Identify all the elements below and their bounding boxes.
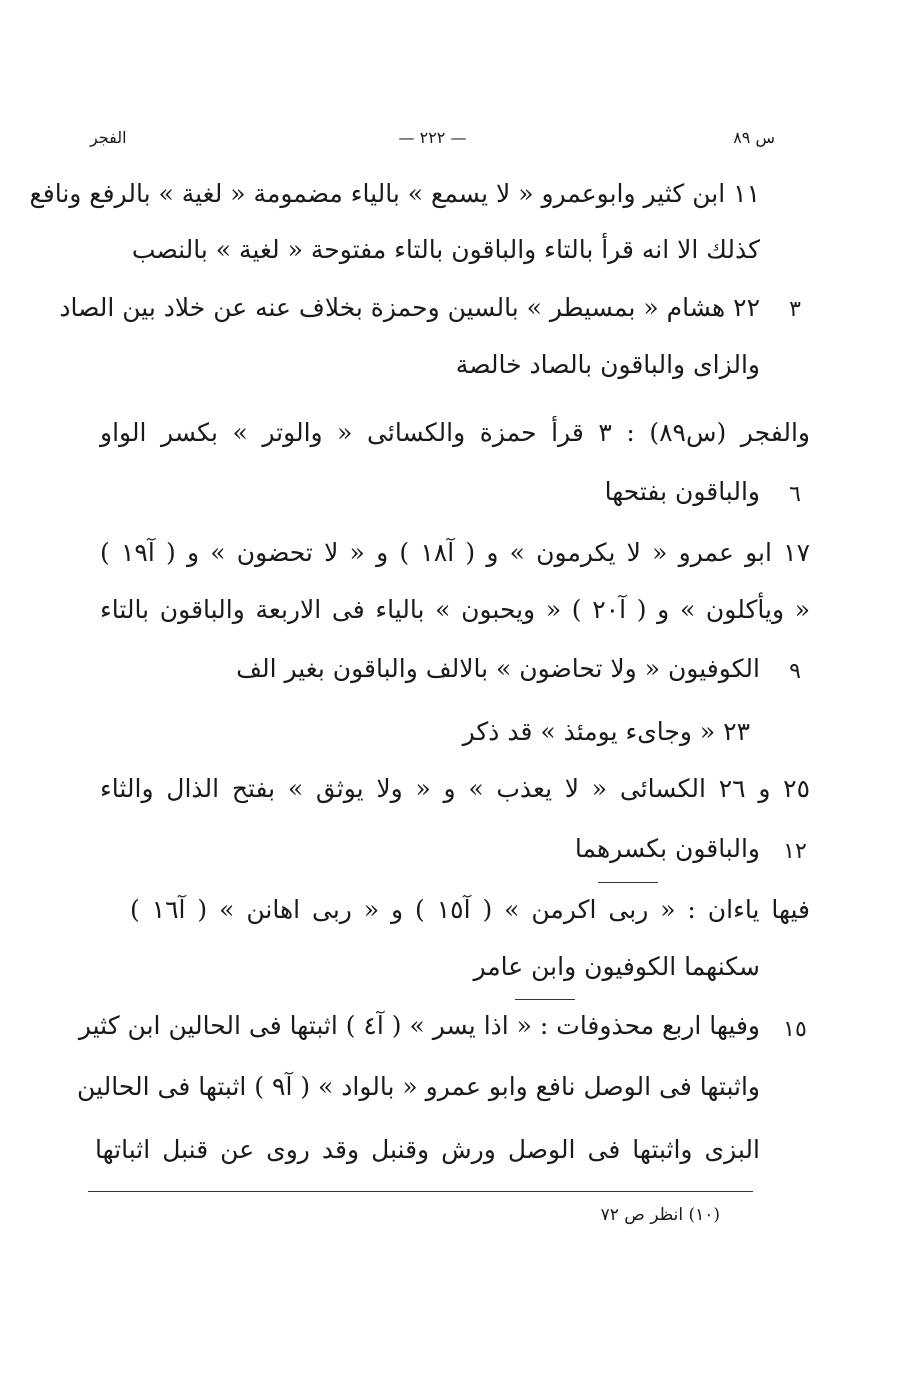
running-header: [90, 128, 775, 158]
text-line: ٢٣ « وجاىء يومئذ » قد ذكر: [462, 717, 750, 746]
text-line: واثبتها فى الوصل نافع وابو عمرو « بالواد » ( آ٩ ) اثبتها فى الحالين: [77, 1072, 760, 1101]
text-line: والباقون بفتحها: [604, 477, 760, 506]
text-line: البزى واثبتها فى الوصل ورش وقنبل وقد روى عن قنبل اثباتها: [95, 1135, 760, 1164]
line-number: ٣: [789, 297, 801, 322]
text-line: والزاى والباقون بالصاد خالصة: [455, 350, 760, 379]
line-number: ٦: [789, 482, 801, 507]
footnote-rule: [88, 1191, 753, 1192]
line-number: ١٢: [783, 839, 807, 864]
text-line: الكوفيون « ولا تحاضون » بالالف والباقون بغير الف: [236, 654, 760, 683]
footnote: (١٠) انظر ص ٧٢: [600, 1205, 720, 1225]
text-line: سكنهما الكوفيون وابن عامر: [473, 952, 760, 981]
text-line: ١٧ ابو عمرو « لا يكرمون » و ( آ١٨ ) و « لا تحضون » و ( آ١٩ ): [100, 538, 810, 567]
line-number: ١٥: [783, 1017, 807, 1042]
text-line: فيها ياءان : « ربى اكرمن » ( آ١٥ ) و « ربى اهانن » ( آ١٦ ): [130, 895, 810, 924]
separator: [515, 999, 575, 1000]
page-number: — ٢٢٢ —: [398, 128, 467, 147]
text-line: ١١ ابن كثير وابوعمرو « لا يسمع » بالياء مضمومة « لغية » بالرفع ونافع: [29, 179, 760, 208]
text-line: وفيها اربع محذوفات : « اذا يسر » ( آ٤ ) اثبتها فى الحالين ابن كثير: [78, 1011, 760, 1040]
text-line: « ويأكلون » و ( آ٢٠ ) « ويحبون » بالياء فى الاربعة والباقون بالتاء: [100, 595, 811, 624]
line-number: ٩: [789, 659, 801, 684]
page-ref: س ٨٩: [733, 128, 775, 147]
surah-name: الفجر: [90, 128, 127, 147]
text-line: كذلك الا انه قرأ بالتاء والباقون بالتاء مفتوحة « لغية » بالنصب: [131, 235, 760, 264]
text-line: ٢٢ هشام « بمسيطر » بالسين وحمزة بخلاف عنه عن خلاد بين الصاد: [59, 293, 760, 322]
text-line: والباقون بكسرهما: [574, 834, 760, 863]
text-line: ٢٥ و ٢٦ الكسائى « لا يعذب » و « ولا يوثق » بفتح الذال والثاء: [100, 774, 810, 803]
text-line: والفجر (س٨٩) : ٣ قرأ حمزة والكسائى « والوتر » بكسر الواو: [100, 418, 810, 447]
separator: [598, 882, 658, 883]
